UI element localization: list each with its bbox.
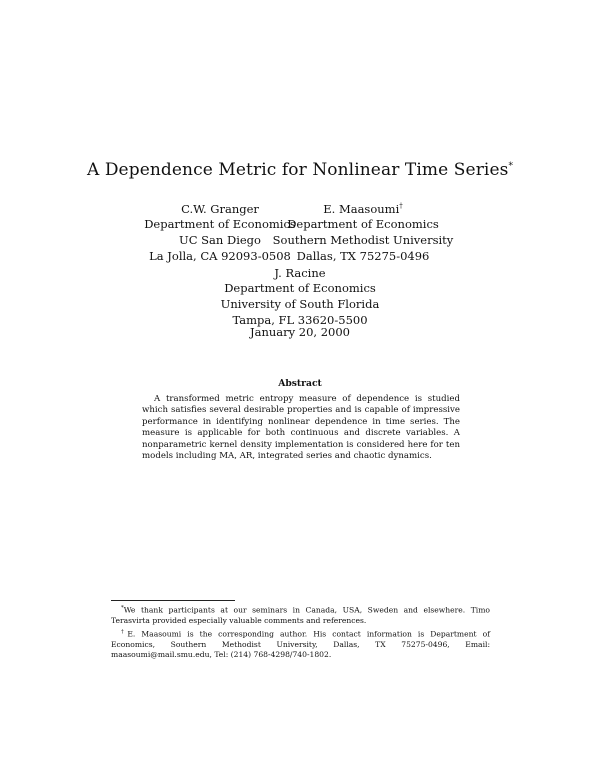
author-block-racine <box>200 263 400 328</box>
author-affiliation: Department of Economics <box>144 217 296 232</box>
footnote-mark: * <box>121 605 124 611</box>
author-affiliation: Southern Methodist University <box>272 233 454 248</box>
paper-title <box>0 160 600 180</box>
author-address: Tampa, FL 33620-5500 <box>232 312 368 327</box>
author-name: J. Racine <box>274 265 326 280</box>
author-affiliation: Department of Economics <box>224 281 376 296</box>
footnote-corresponding-author <box>111 627 490 660</box>
footnote-acknowledgements <box>111 603 490 626</box>
author-affiliation: Department of Economics <box>287 217 439 232</box>
author-affiliation: UC San Diego <box>179 233 261 248</box>
author-address: La Jolla, CA 92093-0508 <box>149 248 291 263</box>
abstract-text: A transformed metric entropy measure of dependence is studied which satisfies several desirable properties and is capable of impressive performance in identifying nonlinear dependence in time series. The measure is applicable for both continuous and discrete variables. A nonparametric kernel density implementation is considered here for ten models including MA, AR, integrated series and chaotic dynamics. <box>142 394 460 462</box>
author-block-maasoumi <box>263 199 463 264</box>
title-text: A Dependence Metric for Nonlinear Time Series <box>86 160 509 180</box>
footnote-mark: † <box>121 629 128 635</box>
author-name: C.W. Granger <box>181 201 259 216</box>
author-name: E. Maasoumi† <box>323 201 403 216</box>
title-footnote-mark: * <box>508 161 514 172</box>
author-affiliation: University of South Florida <box>220 297 380 312</box>
footnote-text: We thank participants at our seminars in Canada, USA, Sweden and elsewhere. Timo Terasvirta provided especially valuable comments and references. <box>111 605 490 625</box>
footnote-text: E. Maasoumi is the corresponding author. His contact information is Department of Economics, Southern Methodist University, Dallas, TX 75275-0496, Email: maasoumi@mail.smu.edu, Tel: (214) 768-4298/740-1802. <box>111 629 490 659</box>
abstract-heading: Abstract <box>278 378 322 389</box>
paper-date: January 20, 2000 <box>250 325 350 339</box>
author-footnote-mark: † <box>399 202 403 210</box>
author-address: Dallas, TX 75275-0496 <box>296 248 430 263</box>
footnote-rule <box>111 600 235 601</box>
